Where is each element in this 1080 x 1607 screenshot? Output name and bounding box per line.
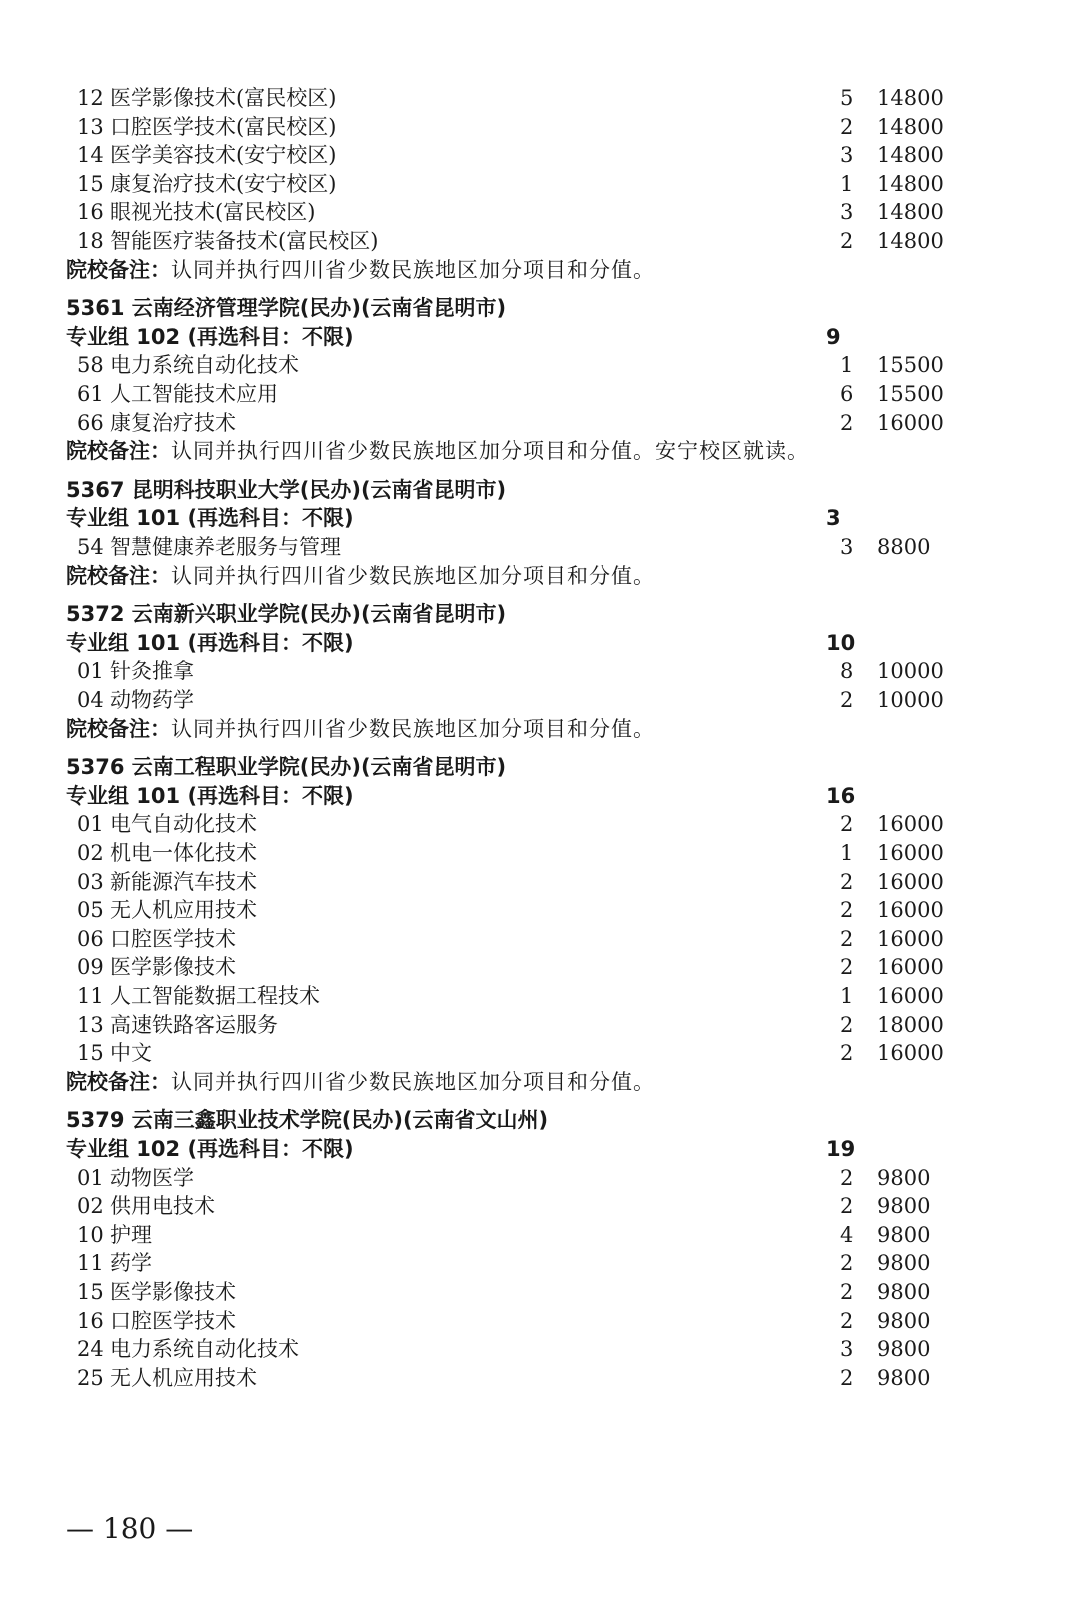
tuition-fee: 10000 [877,659,944,684]
plan-count: 2 [840,1280,854,1304]
plan-count: 2 [840,926,854,951]
plan-count: 2 [840,955,854,980]
major-name: 中文 [110,1041,152,1066]
major-name: 针灸推拿 [110,659,194,684]
table-row [0,1039,1080,1068]
major-code: 25 [77,1365,104,1390]
note-label: 院校备注： [66,257,171,282]
major-code: 14 [77,143,104,168]
tuition-fee: 9800 [877,1365,931,1390]
tuition-fee: 14800 [877,114,944,139]
major-code: 15 [77,1280,104,1304]
plan-count: 3 [840,143,854,168]
table-row [0,1335,1080,1364]
major-code: 01 [77,1165,104,1190]
table-row [0,1249,1080,1278]
major-code: 61 [77,382,104,406]
major-name: 新能源汽车技术 [110,869,257,894]
school-note [0,437,1080,466]
table-row [0,84,1080,113]
school-note [0,256,1080,285]
major-name: 口腔医学技术 [110,926,236,951]
tuition-fee: 16000 [877,1041,944,1066]
plan-count: 3 [840,535,854,559]
tuition-fee: 16000 [877,869,944,894]
major-code: 02 [77,841,104,865]
tuition-fee: 16000 [877,955,944,980]
tuition-fee: 14800 [877,171,944,196]
note-label: 院校备注： [66,716,171,741]
note-label: 院校备注： [66,439,171,464]
school-note [0,715,1080,744]
table-row [0,686,1080,715]
major-name: 动物医学 [110,1165,194,1190]
school-title: 5361 云南经济管理学院(民办)(云南省昆明市) [66,296,507,321]
plan-count: 2 [840,1041,854,1066]
table-row [0,896,1080,925]
group-header [0,504,1080,533]
major-code: 54 [77,535,104,559]
school-note-content [66,1068,655,1097]
group-label: 专业组 101 (再选科目：不限) [66,506,354,531]
tuition-fee: 18000 [877,1012,944,1037]
note-label: 院校备注： [66,563,171,588]
group-label: 专业组 102 (再选科目：不限) [66,1137,354,1161]
tuition-fee: 16000 [877,841,944,865]
group-count: 16 [826,783,856,808]
plan-count: 2 [840,410,854,435]
table-row [0,113,1080,142]
tuition-fee: 9800 [877,1251,931,1276]
table-row [0,953,1080,982]
major-name: 智慧健康养老服务与管理 [110,535,341,559]
plan-count: 6 [840,382,854,406]
tuition-fee: 9800 [877,1308,931,1333]
plan-count: 2 [840,229,854,253]
major-code: 01 [77,659,104,684]
tuition-fee: 14800 [877,86,944,110]
table-row [0,925,1080,954]
plan-count: 8 [840,659,854,684]
note-text: 认同并执行四川省少数民族地区加分项目和分值。 [171,716,655,741]
major-name: 人工智能数据工程技术 [110,984,320,1008]
major-name: 高速铁路客运服务 [110,1012,278,1037]
major-code: 03 [77,869,104,894]
school-title: 5367 昆明科技职业大学(民办)(云南省昆明市) [66,477,507,502]
table-row [0,810,1080,839]
plan-count: 2 [840,1012,854,1037]
major-name: 护理 [110,1222,152,1247]
tuition-fee: 16000 [877,926,944,951]
major-name: 口腔医学技术 [110,1308,236,1333]
table-row [0,868,1080,897]
plan-count: 3 [840,200,854,225]
school-header [0,1106,1080,1135]
major-code: 18 [77,229,104,253]
group-header [0,1135,1080,1164]
table-row [0,141,1080,170]
table-row [0,409,1080,438]
school-header [0,753,1080,782]
tuition-fee: 9800 [877,1165,931,1190]
school-title: 5379 云南三鑫职业技术学院(民办)(云南省文山州) [66,1108,549,1133]
plan-count: 2 [840,1251,854,1276]
school-header [0,600,1080,629]
major-name: 动物药学 [110,688,194,712]
tuition-fee: 16000 [877,984,944,1008]
major-code: 13 [77,114,104,139]
tuition-fee: 14800 [877,200,944,225]
table-row [0,839,1080,868]
group-count: 9 [826,324,841,349]
major-name: 电力系统自动化技术 [110,353,299,378]
plan-count: 2 [840,114,854,139]
group-label: 专业组 101 (再选科目：不限) [66,783,354,808]
major-name: 机电一体化技术 [110,841,257,865]
note-label: 院校备注： [66,1069,171,1094]
major-name: 电力系统自动化技术 [110,1337,299,1362]
major-name: 药学 [110,1251,152,1276]
table-row [0,170,1080,199]
table-row [0,657,1080,686]
table-row [0,982,1080,1011]
table-row [0,1192,1080,1221]
major-name: 康复治疗技术 [110,410,236,435]
major-code: 06 [77,926,104,951]
major-code: 11 [77,1251,104,1276]
table-row [0,1011,1080,1040]
school-note-content [66,562,655,591]
plan-count: 2 [840,688,854,712]
tuition-fee: 9800 [877,1337,931,1362]
school-header [0,294,1080,323]
table-row [0,1164,1080,1193]
major-name: 康复治疗技术(安宁校区) [110,171,337,196]
plan-count: 1 [840,353,854,378]
school-note-content [66,715,655,744]
plan-count: 2 [840,1365,854,1390]
group-header [0,782,1080,811]
major-code: 02 [77,1194,104,1219]
major-code: 24 [77,1337,104,1362]
note-text: 认同并执行四川省少数民族地区加分项目和分值。安宁校区就读。 [171,439,809,464]
major-code: 16 [77,1308,104,1333]
note-text: 认同并执行四川省少数民族地区加分项目和分值。 [171,1069,655,1094]
plan-count: 1 [840,171,854,196]
school-note [0,1068,1080,1097]
major-name: 智能医疗装备技术(富民校区) [110,229,379,253]
tuition-fee: 8800 [877,535,931,559]
plan-count: 4 [840,1222,854,1247]
plan-count: 5 [840,86,854,110]
plan-count: 1 [840,841,854,865]
plan-count: 2 [840,898,854,923]
tuition-fee: 9800 [877,1194,931,1219]
note-text: 认同并执行四川省少数民族地区加分项目和分值。 [171,563,655,588]
major-name: 供用电技术 [110,1194,215,1219]
major-code: 66 [77,410,104,435]
table-row [0,351,1080,380]
school-title: 5372 云南新兴职业学院(民办)(云南省昆明市) [66,602,507,627]
group-header [0,323,1080,352]
tuition-fee: 15500 [877,353,944,378]
group-label: 专业组 102 (再选科目：不限) [66,324,354,349]
school-note-content [66,437,809,466]
major-name: 医学美容技术(安宁校区) [110,143,337,168]
table-row [0,1307,1080,1336]
table-row [0,1221,1080,1250]
table-row [0,198,1080,227]
school-note-content [66,256,655,285]
group-label: 专业组 101 (再选科目：不限) [66,630,354,655]
major-code: 16 [77,200,104,225]
major-code: 12 [77,86,104,110]
plan-count: 2 [840,812,854,837]
major-code: 15 [77,171,104,196]
tuition-fee: 16000 [877,898,944,923]
tuition-fee: 16000 [877,410,944,435]
plan-count: 1 [840,984,854,1008]
major-name: 电气自动化技术 [110,812,257,837]
school-note [0,562,1080,591]
major-name: 医学影像技术 [110,1280,236,1304]
table-row [0,380,1080,409]
group-header [0,629,1080,658]
plan-count: 2 [840,1308,854,1333]
major-name: 眼视光技术(富民校区) [110,200,316,225]
major-code: 01 [77,812,104,837]
major-code: 09 [77,955,104,980]
major-name: 无人机应用技术 [110,898,257,923]
tuition-fee: 14800 [877,143,944,168]
tuition-fee: 14800 [877,229,944,253]
major-code: 05 [77,898,104,923]
table-row [0,1364,1080,1393]
group-count: 10 [826,630,856,655]
tuition-fee: 16000 [877,812,944,837]
note-text: 认同并执行四川省少数民族地区加分项目和分值。 [171,257,655,282]
major-code: 04 [77,688,104,712]
plan-count: 2 [840,1165,854,1190]
table-row [0,227,1080,256]
major-name: 人工智能技术应用 [110,382,278,406]
table-row [0,533,1080,562]
major-name: 无人机应用技术 [110,1365,257,1390]
school-header [0,476,1080,505]
plan-count: 2 [840,869,854,894]
school-title: 5376 云南工程职业学院(民办)(云南省昆明市) [66,755,507,780]
tuition-fee: 10000 [877,688,944,712]
major-code: 58 [77,353,104,378]
major-name: 医学影像技术(富民校区) [110,86,337,110]
major-name: 医学影像技术 [110,955,236,980]
group-count: 3 [826,506,841,531]
plan-count: 2 [840,1194,854,1219]
major-code: 13 [77,1012,104,1037]
major-code: 10 [77,1222,104,1247]
major-code: 11 [77,984,104,1008]
tuition-fee: 9800 [877,1280,931,1304]
major-name: 口腔医学技术(富民校区) [110,114,337,139]
page-number: — 180 — [66,1512,194,1545]
table-row [0,1278,1080,1307]
major-code: 15 [77,1041,104,1066]
plan-count: 3 [840,1337,854,1362]
tuition-fee: 15500 [877,382,944,406]
tuition-fee: 9800 [877,1222,931,1247]
group-count: 19 [826,1137,856,1161]
